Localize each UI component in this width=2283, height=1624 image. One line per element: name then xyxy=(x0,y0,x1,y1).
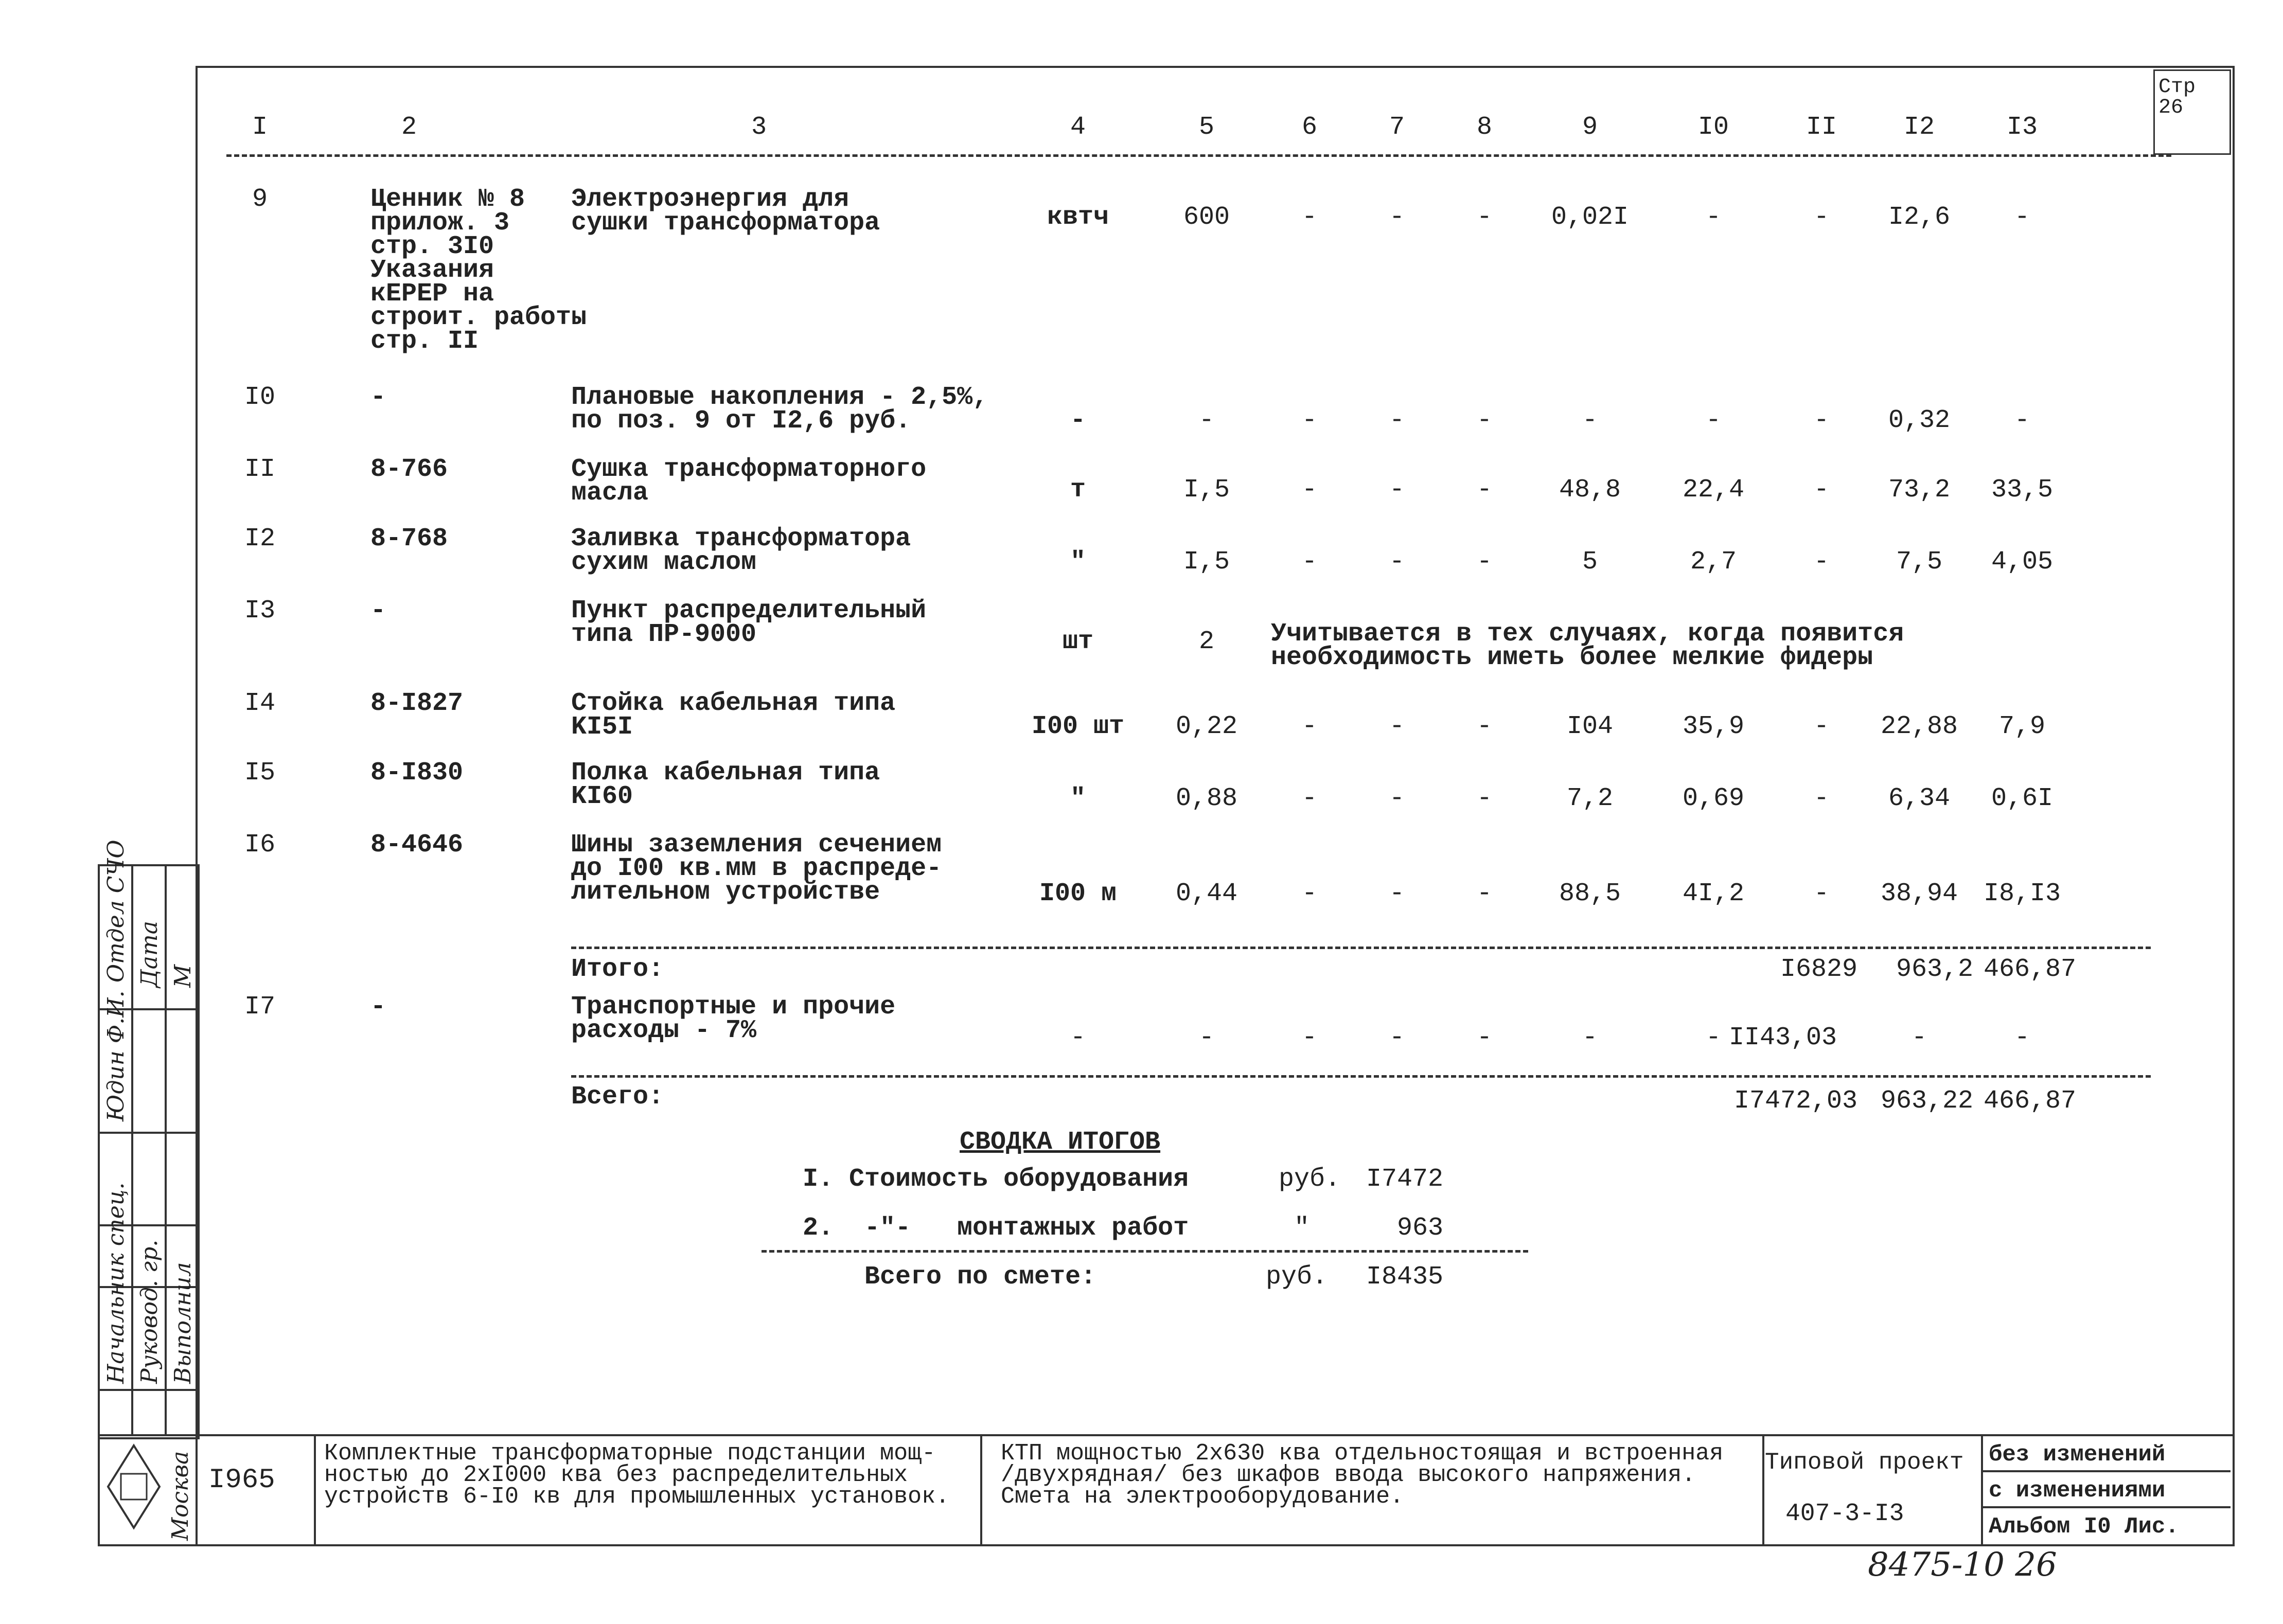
summary-line1: I. Стоимость оборудования xyxy=(803,1165,1189,1194)
row-1-col12: I2,6 xyxy=(1888,203,1951,232)
row-1-unit: квтч xyxy=(1047,203,1109,232)
row-17-col11: II43,03 xyxy=(1728,1023,1837,1052)
header-col-13: I3 xyxy=(2006,113,2038,142)
header-col-3: 3 xyxy=(751,113,767,142)
row-17-col6: - xyxy=(1301,1023,1317,1052)
bottom-number: 8475-10 26 xyxy=(1868,1546,2057,1584)
itogo-rule xyxy=(571,947,2151,949)
row-17-col7: - xyxy=(1389,1023,1405,1052)
row-3-col6: - xyxy=(1301,475,1317,505)
row-8-col10: 4I,2 xyxy=(1682,879,1745,908)
row-8-col8: - xyxy=(1476,879,1492,908)
row-2-col6: - xyxy=(1301,406,1317,435)
row-4-col11: - xyxy=(1813,547,1829,577)
stamp-year: I965 xyxy=(208,1465,275,1496)
row-8-col6: - xyxy=(1301,879,1317,908)
row-5-note: Учитывается в тех случаях, когда появится необходимость иметь более мелкие фидеры xyxy=(1271,619,1904,672)
row-2-col10: - xyxy=(1705,406,1721,435)
summary-line1-unit: руб. xyxy=(1279,1165,1341,1194)
row-17-col9: - xyxy=(1582,1023,1598,1052)
row-8-col7: - xyxy=(1389,879,1405,908)
row-1-col7: - xyxy=(1389,203,1405,232)
row-6-col9: I04 xyxy=(1566,712,1613,741)
summary-title: СВОДКА ИТОГОВ xyxy=(960,1128,1161,1157)
side-dept: Отдел СЧО xyxy=(103,840,129,983)
row-2-col9: - xyxy=(1582,406,1598,435)
row-17-col8: - xyxy=(1476,1023,1492,1052)
row-7-col11: - xyxy=(1813,784,1829,813)
row-3-unit: т xyxy=(1070,475,1086,505)
row-17-qty: - xyxy=(1198,1023,1214,1052)
row-7-col7: - xyxy=(1389,784,1405,813)
row-17-num: I7 xyxy=(244,992,275,1022)
row-5-qty: 2 xyxy=(1198,627,1214,656)
row-6-col11: - xyxy=(1813,712,1829,741)
row-8-unit: I00 м xyxy=(1039,879,1117,908)
stamp-project-num: 407-3-I3 xyxy=(1785,1500,1904,1528)
row-17-col10: - xyxy=(1705,1023,1721,1052)
row-1-col11: - xyxy=(1813,203,1829,232)
row-4-num: I2 xyxy=(244,524,275,554)
side-sign1: Начальник спец. xyxy=(103,1182,129,1384)
header-col-1: I xyxy=(252,113,268,142)
header-col-12: I2 xyxy=(1903,113,1935,142)
institute-logo xyxy=(103,1435,165,1538)
stamp-desc1: Комплектные трансформаторные подстанции мощ- ностью до 2хI000 ква без распределительных устройств 6-I0 кв для промышленных установок. xyxy=(324,1440,950,1510)
row-1-qty: 600 xyxy=(1183,203,1230,232)
stamp-opt2: с изменениями xyxy=(1989,1478,2166,1504)
row-3-col13: 33,5 xyxy=(1991,475,2054,505)
row-6-unit: I00 шт xyxy=(1031,712,1125,741)
summary-line1-val: I7472 xyxy=(1366,1165,1444,1194)
row-7-col12: 6,34 xyxy=(1888,784,1951,813)
row-1-col10: - xyxy=(1705,203,1721,232)
stamp-opt1: без изменений xyxy=(1989,1442,2166,1468)
side-col-2 xyxy=(165,864,167,1435)
row-6-col7: - xyxy=(1389,712,1405,741)
row-7-col8: - xyxy=(1476,784,1492,813)
row-17-col13: - xyxy=(2014,1023,2030,1052)
summary-total-val: I8435 xyxy=(1366,1262,1444,1292)
row-7-col13: 0,6I xyxy=(1991,784,2054,813)
row-4-col10: 2,7 xyxy=(1690,547,1737,577)
stamp-hline-2 xyxy=(1981,1506,2231,1508)
stamp-divider-2 xyxy=(314,1434,316,1544)
summary-total-unit: руб. xyxy=(1266,1262,1328,1292)
row-1-col8: - xyxy=(1476,203,1492,232)
side-row-2 xyxy=(98,1132,196,1134)
row-2-col7: - xyxy=(1389,406,1405,435)
summary-rule xyxy=(762,1250,1528,1253)
row-8-num: I6 xyxy=(244,830,275,860)
stamp-project-label: Типовой проект xyxy=(1765,1449,1964,1476)
itogo-c13: 466,87 xyxy=(1983,955,2076,984)
stamp-divider-4 xyxy=(1762,1434,1764,1544)
header-col-7: 7 xyxy=(1389,113,1405,142)
row-2-num: I0 xyxy=(244,383,275,412)
row-4-col12: 7,5 xyxy=(1896,547,1942,577)
row-3-col12: 73,2 xyxy=(1888,475,1951,505)
row-2-code: - xyxy=(370,383,386,412)
itogo-label: Итого: xyxy=(571,955,664,984)
row-5-code: - xyxy=(370,596,386,626)
header-col-8: 8 xyxy=(1476,113,1492,142)
row-7-name: Полка кабельная типа KI60 xyxy=(571,758,880,811)
itogo-c12: 963,2 xyxy=(1896,955,1973,984)
row-3-col9: 48,8 xyxy=(1559,475,1621,505)
side-col-1 xyxy=(131,864,133,1435)
side-sign3: Выполнил xyxy=(170,1262,196,1384)
row-1-num: 9 xyxy=(252,185,268,214)
row-4-col13: 4,05 xyxy=(1991,547,2054,577)
row-1-col6: - xyxy=(1301,203,1317,232)
row-3-code: 8-766 xyxy=(370,455,448,484)
row-4-qty: I,5 xyxy=(1183,547,1230,577)
row-1-name: Электроэнергия для сушки трансформатора xyxy=(571,185,880,238)
row-17-code: - xyxy=(370,992,386,1022)
row-6-col6: - xyxy=(1301,712,1317,741)
row-4-code: 8-768 xyxy=(370,524,448,554)
row-5-name: Пункт распределительный типа ПР-9000 xyxy=(571,596,927,649)
stamp-divider-3 xyxy=(980,1434,982,1544)
row-2-col11: - xyxy=(1813,406,1829,435)
row-17-col12: - xyxy=(1911,1023,1927,1052)
row-3-col10: 22,4 xyxy=(1682,475,1745,505)
summary-total: Всего по смете: xyxy=(864,1262,1096,1292)
side-date: Дата xyxy=(136,921,163,988)
header-col-5: 5 xyxy=(1198,113,1214,142)
header-col-2: 2 xyxy=(401,113,417,142)
vsego-c11: I7472,03 xyxy=(1733,1086,1857,1116)
row-2-col8: - xyxy=(1476,406,1492,435)
stamp-divider-5 xyxy=(1981,1434,1983,1544)
row-5-unit: шт xyxy=(1062,627,1093,656)
row-8-code: 8-4646 xyxy=(370,830,464,860)
summary-line2: 2. -"- монтажных работ xyxy=(803,1213,1189,1243)
page-stamp: Стр 26 xyxy=(2158,76,2196,119)
row-6-col12: 22,88 xyxy=(1880,712,1958,741)
header-rule xyxy=(226,154,2171,157)
vsego-c12: 963,22 xyxy=(1880,1086,1973,1116)
row-5-num: I3 xyxy=(244,596,275,626)
row-7-col6: - xyxy=(1301,784,1317,813)
row-3-col8: - xyxy=(1476,475,1492,505)
row-6-col8: - xyxy=(1476,712,1492,741)
row-7-num: I5 xyxy=(244,758,275,788)
row-6-qty: 0,22 xyxy=(1175,712,1238,741)
row-1-code: Ценник № 8 прилож. 3 стр. 3I0 Указания кЕРЕР на строит. работы стр. II xyxy=(370,185,587,356)
side-row-5 xyxy=(98,1389,196,1391)
stamp-hline-1 xyxy=(1981,1470,2231,1472)
side-legal: Юдин Ф.И. xyxy=(103,990,129,1121)
header-col-6: 6 xyxy=(1301,113,1317,142)
row-2-qty: - xyxy=(1198,406,1214,435)
row-2-name: Плановые накопления - 2,5%, по поз. 9 от I2,6 руб. xyxy=(571,383,988,436)
header-col-11: II xyxy=(1806,113,1837,142)
row-3-col11: - xyxy=(1813,475,1829,505)
row-3-num: II xyxy=(244,455,275,484)
row-2-col12: 0,32 xyxy=(1888,406,1951,435)
row-8-col12: 38,94 xyxy=(1880,879,1958,908)
row-17-name: Транспортные и прочие расходы - 7% xyxy=(571,992,896,1045)
vsego-rule xyxy=(571,1075,2151,1078)
row-4-name: Заливка трансформатора сухим маслом xyxy=(571,524,911,577)
row-7-unit: " xyxy=(1070,784,1086,813)
row-8-qty: 0,44 xyxy=(1175,879,1238,908)
row-2-col13: - xyxy=(2014,406,2030,435)
header-col-4: 4 xyxy=(1070,113,1086,142)
itogo-c11: I6829 xyxy=(1780,955,1857,984)
row-6-name: Стойка кабельная типа KI5I xyxy=(571,689,896,742)
vsego-c13: 466,87 xyxy=(1983,1086,2076,1116)
row-4-col8: - xyxy=(1476,547,1492,577)
row-8-col11: - xyxy=(1813,879,1829,908)
row-7-code: 8-I830 xyxy=(370,758,464,788)
row-4-col9: 5 xyxy=(1582,547,1598,577)
side-sign2: Руковод. гр. xyxy=(136,1239,163,1384)
row-7-qty: 0,88 xyxy=(1175,784,1238,813)
stamp-divider-1 xyxy=(196,1434,198,1544)
header-col-9: 9 xyxy=(1582,113,1598,142)
row-6-col10: 35,9 xyxy=(1682,712,1745,741)
summary-line2-val: 963 xyxy=(1397,1213,1444,1243)
header-col-10: I0 xyxy=(1697,113,1729,142)
row-3-col7: - xyxy=(1389,475,1405,505)
summary-line2-unit: " xyxy=(1294,1213,1310,1243)
row-8-name: Шины заземления сечением до I00 кв.мм в распреде- лительном устройстве xyxy=(571,830,942,907)
row-7-col9: 7,2 xyxy=(1566,784,1613,813)
row-3-qty: I,5 xyxy=(1183,475,1230,505)
row-17-unit: - xyxy=(1070,1023,1086,1052)
row-1-col13: - xyxy=(2014,203,2030,232)
stamp-album: Альбом I0 Лис. xyxy=(1989,1514,2179,1540)
row-4-col6: - xyxy=(1301,547,1317,577)
row-2-unit: - xyxy=(1070,406,1086,435)
row-1-col9: 0,02I xyxy=(1551,203,1629,232)
stamp-desc2: КТП мощностью 2х630 ква отдельностоящая и встроенная /двухрядная/ без шкафов ввода высокого напряжения. Смета на электрооборудование. xyxy=(1001,1440,1724,1510)
row-8-col13: I8,I3 xyxy=(1983,879,2061,908)
row-8-col9: 88,5 xyxy=(1559,879,1621,908)
row-6-col13: 7,9 xyxy=(1998,712,2045,741)
row-7-col10: 0,69 xyxy=(1682,784,1745,813)
row-4-col7: - xyxy=(1389,547,1405,577)
side-m: М xyxy=(170,964,196,988)
side-city: Москва xyxy=(167,1451,193,1541)
row-4-unit: " xyxy=(1070,547,1086,577)
row-6-num: I4 xyxy=(244,689,275,718)
row-6-code: 8-I827 xyxy=(370,689,464,718)
row-3-name: Сушка трансформаторного масла xyxy=(571,455,927,508)
vsego-label: Всего: xyxy=(571,1082,664,1112)
